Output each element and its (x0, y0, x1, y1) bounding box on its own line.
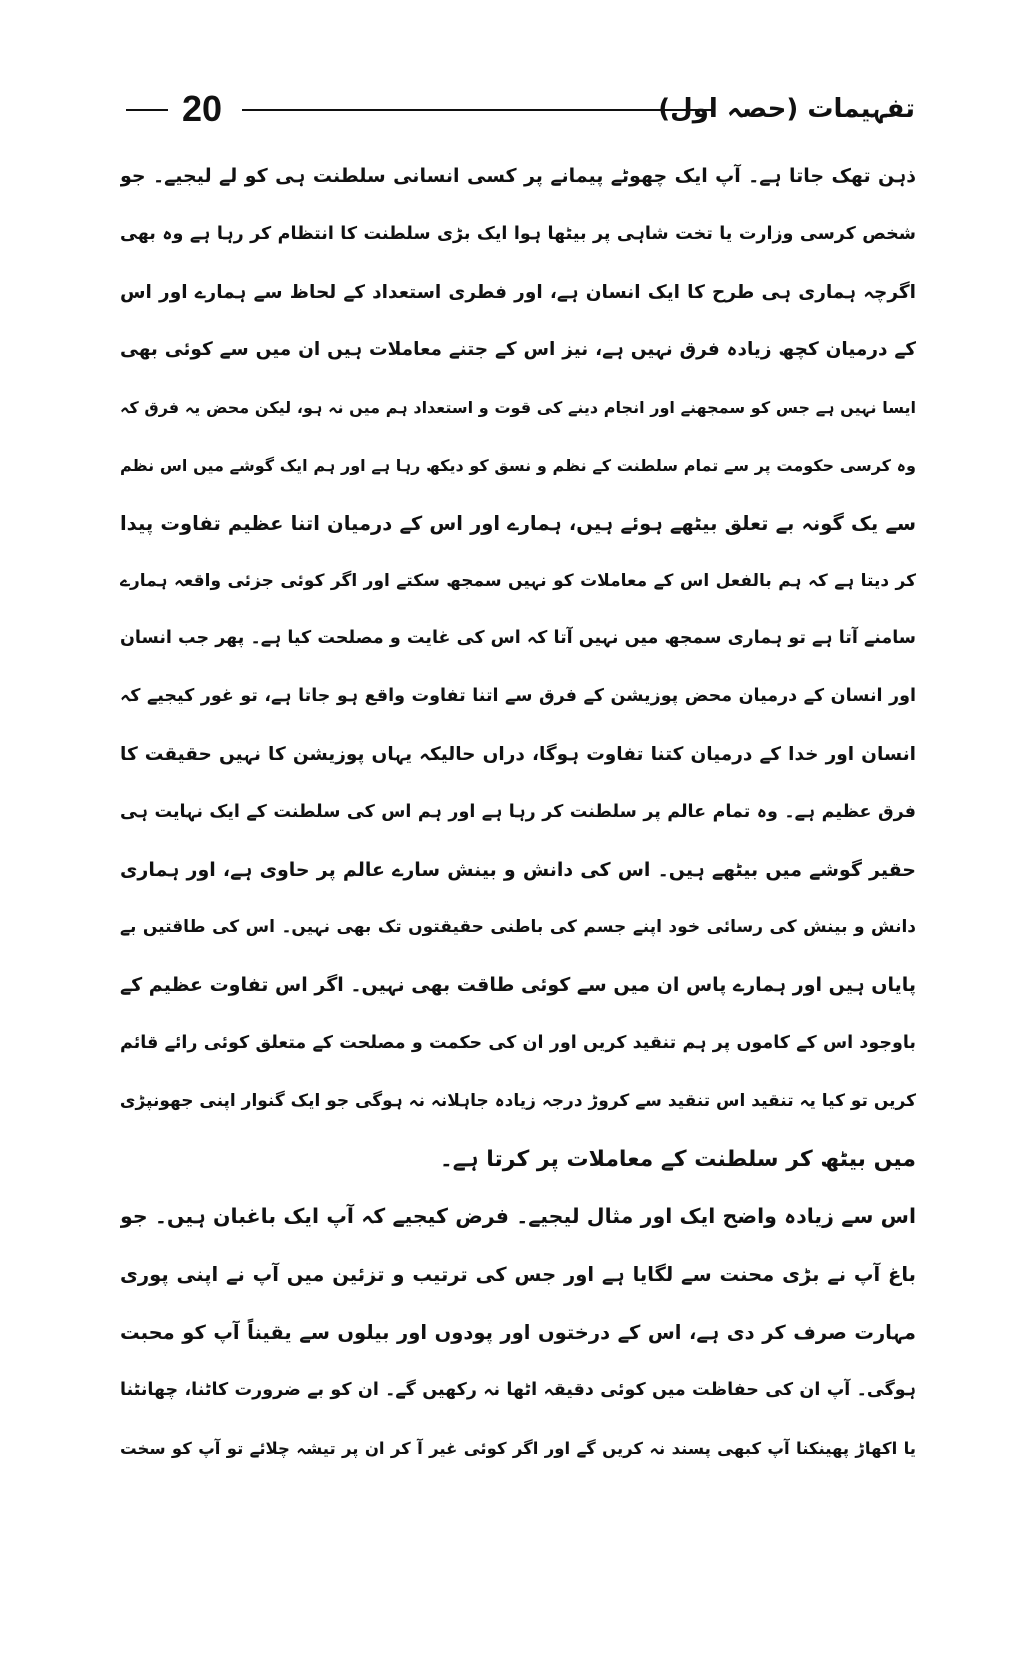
text-line: کریں تو کیا یہ تنقید اس تنقید سے کروڑ درجہ زیادہ جاہلانہ نہ ہوگی جو ایک گنوار اپنی جھونپڑی (120, 1090, 916, 1111)
text-line: باوجود اس کے کاموں پر ہم تنقید کریں اور ان کی حکمت و مصلحت کے متعلق کوئی رائے قائم (120, 1032, 916, 1053)
text-line: یا اکھاڑ پھینکنا آپ کبھی پسند نہ کریں گے اور اگر کوئی غیر آ کر ان پر تیشہ چلائے تو آپ کو سخت (120, 1438, 916, 1458)
text-line: اگرچہ ہماری ہی طرح کا ایک انسان ہے، اور فطری استعداد کے لحاظ سے ہمارے اور اس (120, 281, 916, 303)
page-number: 20 (182, 88, 223, 129)
text-line: مہارت صرف کر دی ہے، اس کے درختوں اور پودوں اور بیلوں سے یقیناً آپ کو محبت (120, 1320, 916, 1344)
text-line: اس سے زیادہ واضح ایک اور مثال لیجیے۔ فرض کیجیے کہ آپ ایک باغبان ہیں۔ جو (120, 1204, 916, 1229)
text-line: فرق عظیم ہے۔ وہ تمام عالم پر سلطنت کر رہا ہے اور ہم اس کی سلطنت کے ایک نہایت ہی (120, 801, 916, 822)
paragraph-end-line: میں بیٹھ کر سلطنت کے معاملات پر کرتا ہے۔ (439, 1146, 916, 1172)
text-line: دانش و بینش کی رسائی خود اپنے جسم کی باطنی حقیقتوں تک بھی نہیں۔ اس کی طاقتیں بے (120, 917, 916, 938)
text-line: باغ آپ نے بڑی محنت سے لگایا ہے اور جس کی ترتیب و تزئین میں آپ نے اپنی پوری (120, 1263, 916, 1287)
text-line: کے درمیان کچھ زیادہ فرق نہیں ہے، نیز اس کے جتنے معاملات ہیں ان میں سے کوئی بھی (120, 339, 916, 361)
running-title: تفہیمات (حصہ اول) (658, 94, 915, 124)
page-header (120, 84, 915, 134)
text-line: کر دیتا ہے کہ ہم بالفعل اس کے معاملات کو نہیں سمجھ سکتے اور اگر کوئی جزئی واقعہ ہمارے (120, 570, 916, 591)
text-line: سے یک گونہ بے تعلق بیٹھے ہوئے ہیں، ہمارے اور اس کے درمیان اتنا عظیم تفاوت پیدا (120, 511, 916, 535)
text-line: سامنے آتا ہے تو ہماری سمجھ میں نہیں آتا کہ اس کی غایت و مصلحت کیا ہے۔ پھر جب انسان (120, 628, 916, 649)
header-rule (242, 109, 714, 111)
text-line: انسان اور خدا کے درمیان کتنا تفاوت ہوگا، دراں حالیکہ یہاں پوزیشن کا نہیں حقیقت کا (120, 743, 916, 765)
text-line: ہوگی۔ آپ ان کی حفاظت میں کوئی دقیقہ اٹھا نہ رکھیں گے۔ ان کو بے ضرورت کاٹنا، چھانٹنا (120, 1379, 916, 1400)
text-line: پایاں ہیں اور ہمارے پاس ان میں سے کوئی طاقت بھی نہیں۔ اگر اس تفاوت عظیم کے (120, 974, 916, 997)
header-rule-left (126, 109, 168, 111)
text-line: وہ کرسی حکومت پر سے تمام سلطنت کے نظم و نسق کو دیکھ رہا ہے اور ہم ایک گوشے میں اس نظم (120, 455, 916, 475)
body-text (120, 148, 916, 1477)
text-line: ذہن تھک جاتا ہے۔ آپ ایک چھوٹے پیمانے پر کسی انسانی سلطنت ہی کو لے لیجیے۔ جو (120, 165, 916, 187)
text-line: حقیر گوشے میں بیٹھے ہیں۔ اس کی دانش و بینش سارے عالم پر حاوی ہے، اور ہماری (120, 858, 916, 881)
text-line: اور انسان کے درمیان محض پوزیشن کے فرق سے اتنا تفاوت واقع ہو جاتا ہے، تو غور کیجیے کہ (120, 686, 916, 707)
text-line: شخص کرسی وزارت یا تخت شاہی پر بیٹھا ہوا ایک بڑی سلطنت کا انتظام کر رہا ہے وہ بھی (120, 223, 916, 244)
text-line: ایسا نہیں ہے جس کو سمجھنے اور انجام دینے کی قوت و استعداد ہم میں نہ ہو، لیکن محض یہ فرق کہ (120, 398, 916, 418)
